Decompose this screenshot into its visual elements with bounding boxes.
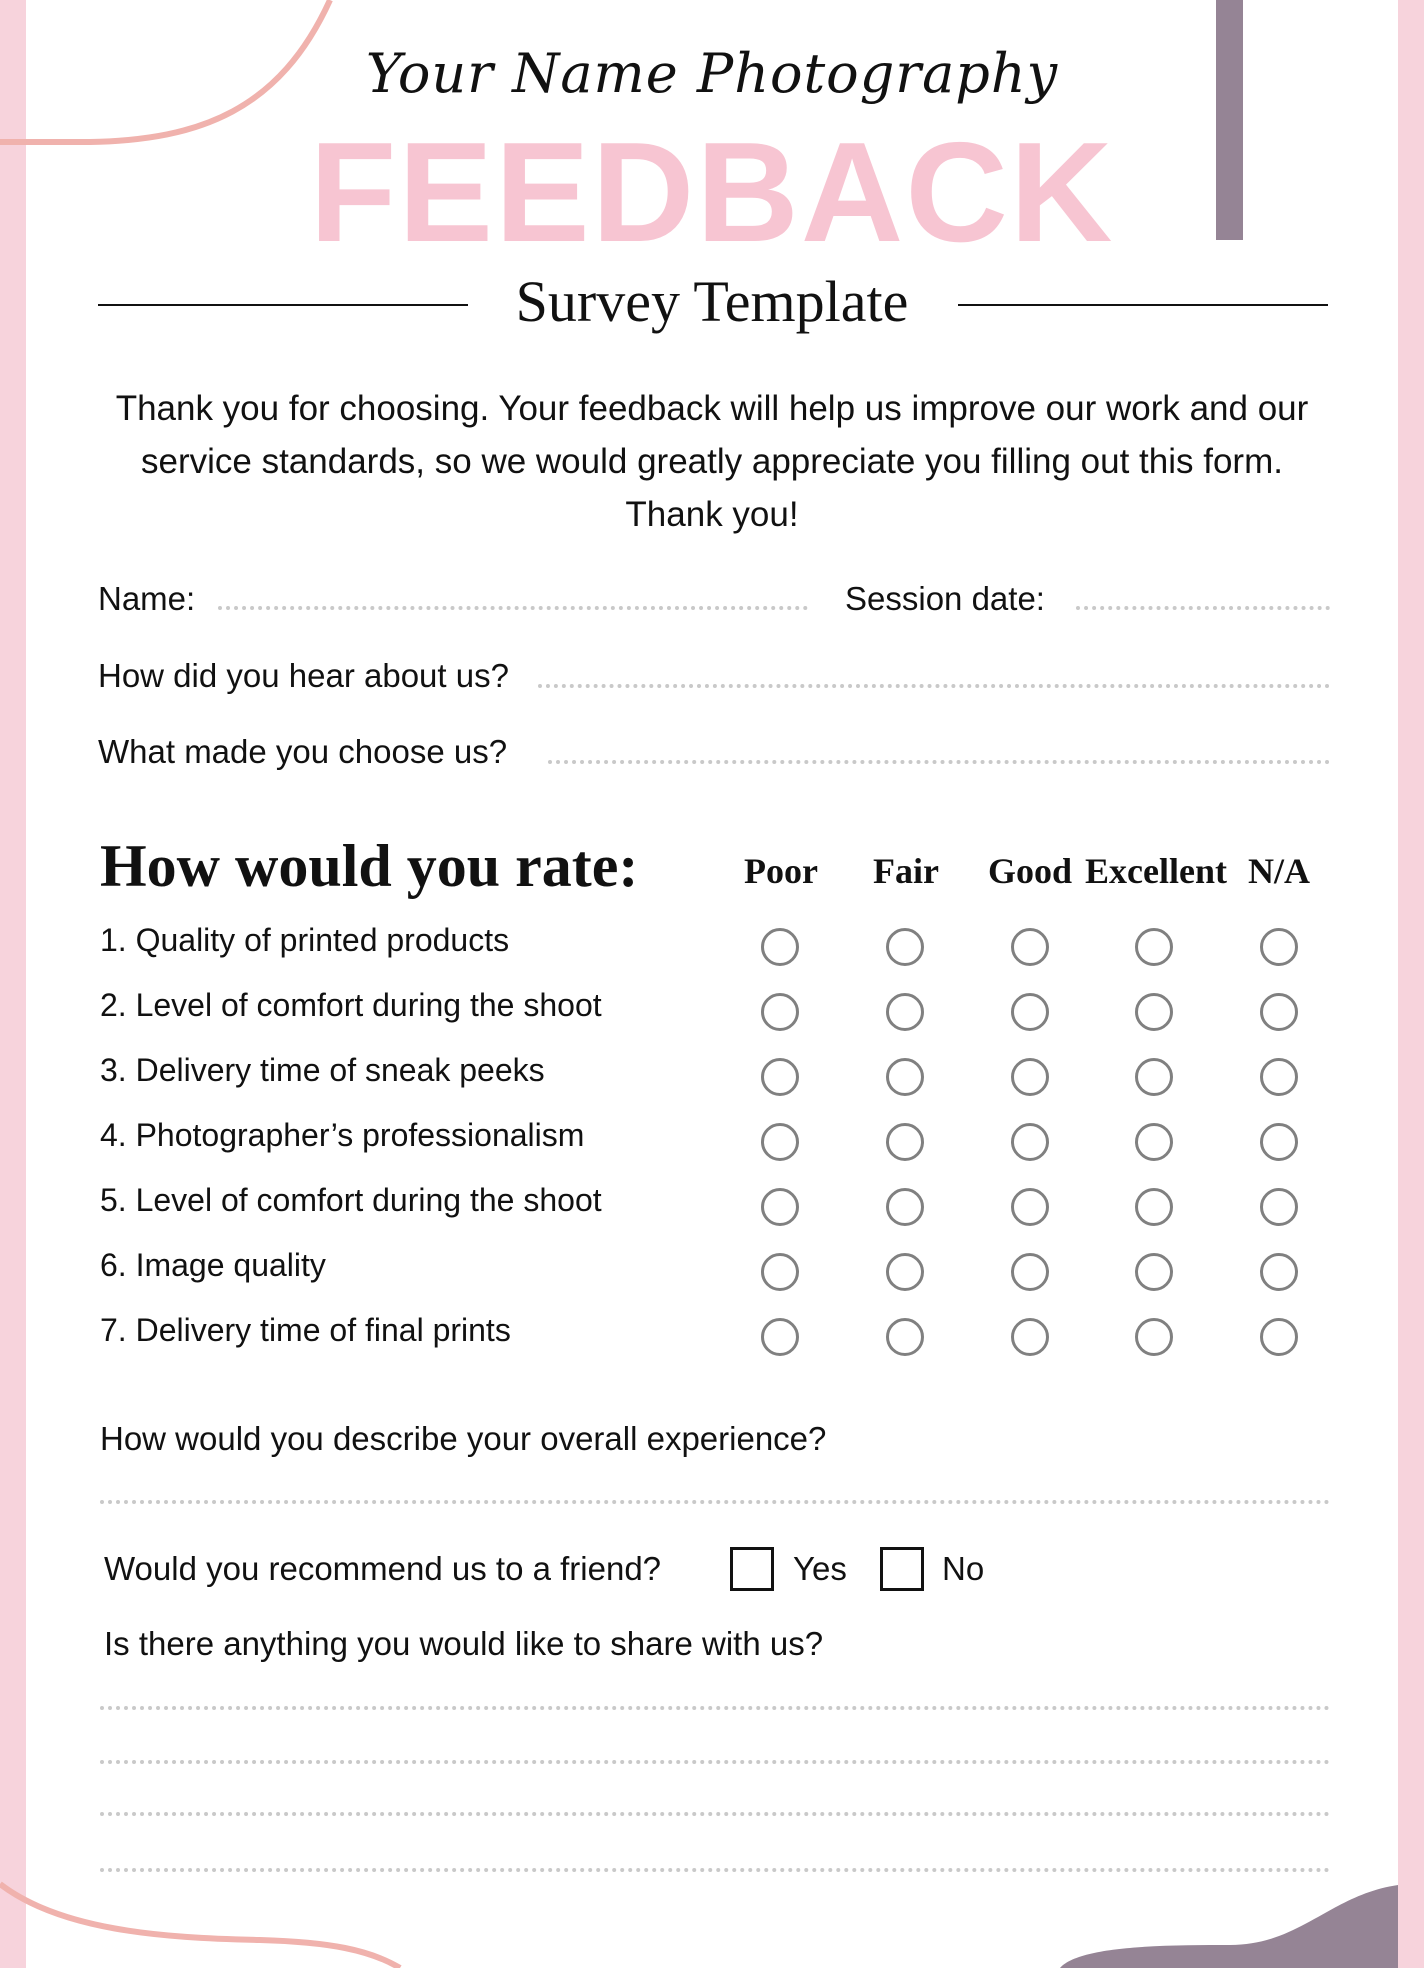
- intro-text: Thank you for choosing. Your feedback will help us improve our work and our service standards, so we would greatly appreciate you filling out this form. Thank you!: [115, 389, 1309, 534]
- rating-6-good-radio[interactable]: [1011, 1253, 1049, 1291]
- bottom-left-curve: [0, 1884, 400, 1968]
- share-line-4[interactable]: [100, 1868, 1330, 1872]
- rating-3-excellent-radio[interactable]: [1135, 1058, 1173, 1096]
- rating-1-poor-radio[interactable]: [761, 928, 799, 966]
- rating-4-excellent-radio[interactable]: [1135, 1123, 1173, 1161]
- rating-4-poor-radio[interactable]: [761, 1123, 799, 1161]
- rating-item-5: 5. Level of comfort during the shoot: [100, 1182, 602, 1218]
- rating-item-6: 6. Image quality: [100, 1247, 326, 1283]
- rating-4-na-radio[interactable]: [1260, 1123, 1298, 1161]
- recommend-yes-label: Yes: [793, 1550, 847, 1587]
- recommend-no-label: No: [942, 1550, 985, 1587]
- rating-5-excellent-radio[interactable]: [1135, 1188, 1173, 1226]
- column-excellent: Excellent: [1085, 851, 1227, 891]
- studio-name: Your Name Photography: [365, 42, 1059, 105]
- rating-1-na-radio[interactable]: [1260, 928, 1298, 966]
- rating-7-na-radio[interactable]: [1260, 1318, 1298, 1356]
- share-line-3[interactable]: [100, 1812, 1330, 1816]
- rating-3-poor-radio[interactable]: [761, 1058, 799, 1096]
- choose-us-field[interactable]: [548, 760, 1330, 764]
- rating-7-excellent-radio[interactable]: [1135, 1318, 1173, 1356]
- rating-item-2: 2. Level of comfort during the shoot: [100, 987, 602, 1023]
- rating-2-good-radio[interactable]: [1011, 993, 1049, 1031]
- session-date-label: Session date:: [845, 580, 1045, 617]
- name-label: Name:: [98, 580, 196, 617]
- rating-3-fair-radio[interactable]: [886, 1058, 924, 1096]
- recommend-no-checkbox[interactable]: [880, 1547, 924, 1591]
- rating-7-poor-radio[interactable]: [761, 1318, 799, 1356]
- rating-5-good-radio[interactable]: [1011, 1188, 1049, 1226]
- rating-7-good-radio[interactable]: [1011, 1318, 1049, 1356]
- subtitle-rule-right: [958, 304, 1328, 306]
- rating-4-fair-radio[interactable]: [886, 1123, 924, 1161]
- rating-6-poor-radio[interactable]: [761, 1253, 799, 1291]
- rating-6-excellent-radio[interactable]: [1135, 1253, 1173, 1291]
- rating-4-good-radio[interactable]: [1011, 1123, 1049, 1161]
- name-field[interactable]: [218, 606, 808, 610]
- bottom-right-blob: [1060, 1885, 1398, 1968]
- rating-1-excellent-radio[interactable]: [1135, 928, 1173, 966]
- rating-6-fair-radio[interactable]: [886, 1253, 924, 1291]
- rating-2-fair-radio[interactable]: [886, 993, 924, 1031]
- rating-6-na-radio[interactable]: [1260, 1253, 1298, 1291]
- hear-about-label: How did you hear about us?: [98, 657, 509, 694]
- rating-5-poor-radio[interactable]: [761, 1188, 799, 1226]
- share-line-2[interactable]: [100, 1760, 1330, 1764]
- rating-item-4: 4. Photographer’s professionalism: [100, 1117, 585, 1153]
- rating-5-na-radio[interactable]: [1260, 1188, 1298, 1226]
- rating-3-good-radio[interactable]: [1011, 1058, 1049, 1096]
- rating-item-7: 7. Delivery time of final prints: [100, 1312, 511, 1348]
- rating-item-1: 1. Quality of printed products: [100, 922, 510, 958]
- choose-us-label: What made you choose us?: [98, 733, 508, 770]
- share-line-1[interactable]: [100, 1706, 1330, 1710]
- column-poor: Poor: [744, 851, 818, 891]
- share-question: Is there anything you would like to share with us?: [104, 1625, 824, 1662]
- recommend-yes-checkbox[interactable]: [730, 1547, 774, 1591]
- hear-about-field[interactable]: [538, 684, 1330, 688]
- experience-question: How would you describe your overall experience?: [100, 1420, 827, 1457]
- recommend-question: Would you recommend us to a friend?: [104, 1550, 662, 1587]
- rating-2-poor-radio[interactable]: [761, 993, 799, 1031]
- rating-1-fair-radio[interactable]: [886, 928, 924, 966]
- rating-1-good-radio[interactable]: [1011, 928, 1049, 966]
- rating-heading: How would you rate:: [100, 833, 639, 899]
- rating-2-na-radio[interactable]: [1260, 993, 1298, 1031]
- feedback-title: FEEDBACK: [309, 113, 1115, 272]
- rating-7-fair-radio[interactable]: [886, 1318, 924, 1356]
- rating-2-excellent-radio[interactable]: [1135, 993, 1173, 1031]
- column-na: N/A: [1248, 851, 1310, 891]
- survey-subtitle: Survey Template: [515, 269, 909, 334]
- rating-3-na-radio[interactable]: [1260, 1058, 1298, 1096]
- session-date-field[interactable]: [1076, 606, 1330, 610]
- rating-5-fair-radio[interactable]: [886, 1188, 924, 1226]
- rating-item-3: 3. Delivery time of sneak peeks: [100, 1052, 545, 1088]
- column-fair: Fair: [873, 851, 939, 891]
- experience-field[interactable]: [100, 1500, 1330, 1504]
- column-good: Good: [987, 851, 1073, 891]
